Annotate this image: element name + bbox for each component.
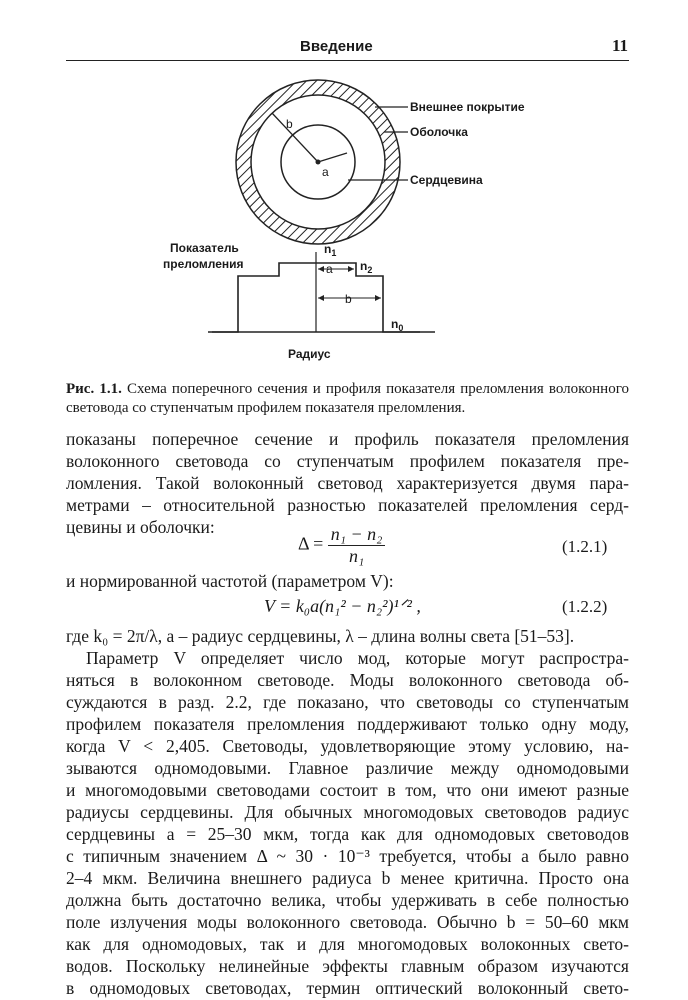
text-line: радиусы сердцевины. Для обычных многомодовых световодов радиус	[66, 802, 629, 822]
text-line: в одномодовых световодах, термин оптический волоконный свето-	[66, 978, 629, 998]
text-line: цевины и оболочки:	[66, 517, 215, 537]
figure-fiber-schematic	[0, 60, 688, 375]
equation-1-2-1	[298, 524, 385, 567]
text-line: метрами – относительной разностью показателей преломления серд-	[66, 495, 629, 515]
text-line: когда V < 2,405. Световоды, удовлетворяющие этому условию, на-	[66, 736, 629, 756]
ylabel-line1: Показатель	[170, 241, 239, 255]
text-line: с типичным значением Δ ~ 30 · 10⁻³ требуется, чтобы a было равно	[66, 846, 629, 866]
text-line: зываются одномодовыми. Главное различие между одномодовыми	[66, 758, 629, 778]
equation-number-1-2-2: (1.2.2)	[562, 597, 608, 616]
label-core: Сердцевина	[410, 173, 483, 187]
text-line: суждаются в разд. 2.2, где показано, что световоды со ступенчатым	[66, 692, 629, 712]
caption-text: Схема поперечного сечения и профиля показателя преломления волоконного световода со ступенчатым профилем показателя преломления.	[66, 381, 629, 416]
running-header-title: Введение	[300, 38, 373, 55]
eq1-lhs: Δ =	[298, 533, 324, 554]
text-line: сердцевины a = 25–30 мкм, тогда как для одномодовых световодов	[66, 824, 629, 844]
text-line: 2–4 мкм. Величина внешнего радиуса b менее критична. Просто она	[66, 868, 629, 888]
caption-label: Рис. 1.1.	[66, 381, 122, 397]
text-line: и нормированной частотой (параметром V):	[66, 571, 394, 591]
page-number: 11	[612, 36, 629, 55]
eq1-fraction	[328, 524, 386, 567]
eq1-denominator: n₁	[348, 546, 365, 566]
equation-1-2-2: V = k₀a(n₁² − n₂²)¹ᐟ² ,	[264, 596, 421, 616]
label-cladding: Оболочка	[410, 125, 468, 139]
eq1-numerator: n₁ − n₂	[328, 524, 386, 546]
cross-section-diagram	[236, 80, 525, 244]
text-line: где k₀ = 2π/λ, a – радиус сердцевины, λ – длина волны света [51–53].	[66, 626, 575, 646]
profile-b-label: b	[345, 292, 352, 306]
text-line: ломления. Такой волоконный световод характеризуется двумя пара-	[66, 473, 629, 493]
profile-a-label: a	[326, 262, 333, 276]
index-profile-diagram	[163, 241, 435, 361]
radius-a-label: a	[322, 165, 329, 179]
ylabel-line2: преломления	[163, 257, 244, 271]
radius-b-label: b	[286, 117, 293, 131]
text-line: показаны поперечное сечение и профиль показателя преломления	[66, 429, 629, 449]
text-line: должна быть достаточно велика, чтобы удерживать в себе полностью	[66, 890, 629, 910]
text-line: как для одномодовых, так и для многомодовых волоконных свето-	[66, 934, 629, 954]
figure-caption	[66, 380, 629, 418]
text-line: Параметр V определяет число мод, которые могут распростра-	[86, 648, 629, 668]
text-line: поле излучения моды волоконного световода. Обычно b = 50–60 мкм	[66, 912, 629, 932]
text-line: водов. Поскольку нелинейные эффекты главным образом изучаются	[66, 956, 629, 976]
text-line: и многомодовыми световодами состоит в том, что они имеют разные	[66, 780, 629, 800]
label-outer-coating: Внешнее покрытие	[410, 100, 525, 114]
n2-label: $n_2$	[360, 259, 373, 275]
x-axis-label: Радиус	[288, 347, 331, 361]
n1-label: $n_1$	[324, 242, 337, 258]
text-line: профилем показателя преломления поддерживают только одну моду,	[66, 714, 629, 734]
n0-label: $n_0$	[391, 317, 404, 333]
text-line: няться в волоконном световоде. Моды волоконного световода об-	[66, 670, 629, 690]
equation-number-1-2-1: (1.2.1)	[562, 537, 608, 556]
text-line: волоконного световода со ступенчатым профилем показателя пре-	[66, 451, 629, 471]
